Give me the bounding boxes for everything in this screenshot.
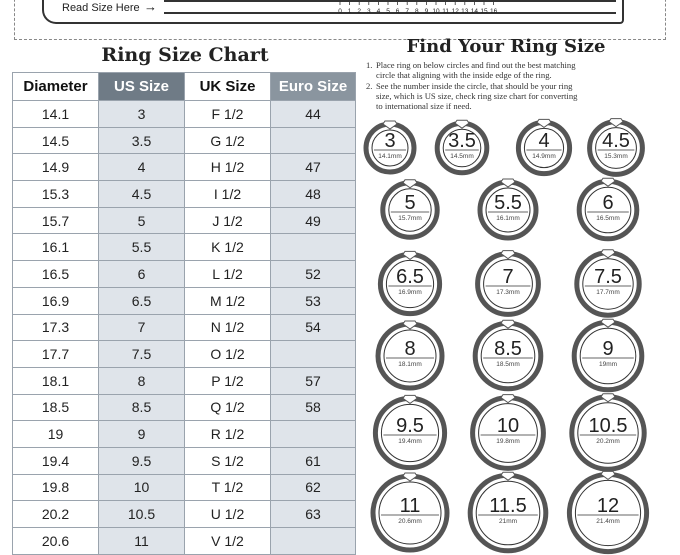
ring-circle: [375, 395, 444, 467]
ring-diameter-label: 17.3mm: [496, 289, 520, 296]
ring-circle: [480, 179, 536, 238]
ring-diameter-label: 17.7mm: [596, 289, 620, 296]
ring-size-number: 7.5: [594, 266, 622, 288]
ruler-number: 4: [376, 8, 381, 15]
ruler-number: 5: [386, 8, 390, 15]
ring-diameter-label: 14.5mm: [450, 153, 474, 160]
ruler-number: 0: [338, 8, 342, 15]
instruction-number: 2.: [366, 81, 373, 91]
uk-size-cell: T 1/2: [185, 474, 271, 501]
instruction-line: Place ring on below circles and find out the best matching: [376, 60, 576, 70]
us-size-cell: 4: [99, 154, 185, 181]
ring-diameter-label: 16.9mm: [398, 289, 422, 296]
chart-title: Ring Size Chart: [101, 44, 269, 66]
us-size-cell: 6: [99, 261, 185, 288]
diamond-icon: [609, 119, 623, 127]
ring-circle: [437, 120, 487, 173]
us-size-cell: 11: [99, 528, 185, 555]
us-size-cell: 4.5: [99, 181, 185, 208]
header-diameter: Diameter: [13, 73, 99, 101]
us-size-cell: 9.5: [99, 447, 185, 474]
us-size-cell: 3: [99, 101, 185, 128]
diameter-cell: 19.8: [13, 474, 99, 501]
diameter-cell: 19.4: [13, 447, 99, 474]
ring-circle: [572, 394, 644, 469]
euro-size-cell: 53: [271, 287, 356, 314]
ruler-number: 16: [489, 8, 498, 15]
euro-size-cell: 61: [271, 447, 356, 474]
ring-diameter-label: 15.7mm: [398, 215, 422, 222]
header-uk-size: UK Size: [185, 73, 271, 101]
us-size-cell: 8: [99, 367, 185, 394]
diamond-icon: [383, 121, 397, 129]
finder-title: Find Your Ring Size: [406, 36, 606, 57]
ring-circle: [473, 395, 544, 469]
diamond-icon: [403, 251, 417, 259]
diamond-icon: [501, 179, 515, 187]
instruction-line: to international size if need.: [376, 101, 472, 111]
uk-size-cell: G 1/2: [185, 127, 271, 154]
ring-circle: [574, 319, 642, 390]
euro-size-cell: 63: [271, 501, 356, 528]
ring-size-number: 4: [538, 130, 550, 152]
ring-size-number: 8: [404, 338, 416, 360]
ring-circle: [518, 119, 569, 173]
uk-size-cell: J 1/2: [185, 207, 271, 234]
diamond-icon: [537, 119, 551, 127]
ring-diameter-label: 21.4mm: [596, 518, 620, 525]
us-size-cell: 10.5: [99, 501, 185, 528]
diamond-icon: [601, 250, 615, 258]
ring-circle: [590, 119, 643, 175]
diameter-cell: 16.5: [13, 261, 99, 288]
uk-size-cell: L 1/2: [185, 261, 271, 288]
ruler-number: 2: [357, 8, 362, 15]
uk-size-cell: K 1/2: [185, 234, 271, 261]
ruler-number: 1: [347, 8, 352, 15]
ring-diameter-label: 19.8mm: [496, 438, 520, 445]
ring-size-number: 6.5: [396, 266, 424, 288]
ring-diameter-label: 16.5mm: [596, 215, 620, 222]
ruler-number: 10: [432, 8, 440, 15]
diameter-cell: 14.1: [13, 101, 99, 128]
euro-size-cell: 44: [271, 101, 356, 128]
ring-size-number: 4.5: [602, 130, 630, 152]
diameter-cell: 14.5: [13, 127, 99, 154]
ring-diameter-label: 18.5mm: [496, 361, 520, 368]
euro-size-cell: 48: [271, 181, 356, 208]
header-us-size: US Size: [99, 73, 185, 101]
uk-size-cell: M 1/2: [185, 287, 271, 314]
uk-size-cell: F 1/2: [185, 101, 271, 128]
ring-diameter-label: 18.1mm: [398, 361, 422, 368]
diamond-icon: [403, 180, 417, 188]
diamond-icon: [455, 120, 469, 128]
diameter-cell: 15.7: [13, 207, 99, 234]
ruler-number: 3: [366, 8, 371, 15]
diamond-icon: [601, 178, 615, 186]
uk-size-cell: V 1/2: [185, 528, 271, 555]
us-size-cell: 5: [99, 207, 185, 234]
ruler-number: 13: [461, 8, 469, 15]
us-size-cell: 7.5: [99, 341, 185, 368]
ring-diameter-label: 16.1mm: [496, 215, 520, 222]
diameter-cell: 16.1: [13, 234, 99, 261]
ring-circle: [373, 473, 447, 550]
diameter-cell: 18.5: [13, 394, 99, 421]
header-euro-size: Euro Size: [271, 73, 356, 101]
diameter-cell: 14.9: [13, 154, 99, 181]
diamond-icon: [501, 395, 515, 403]
ring-size-number: 10: [496, 415, 520, 437]
ruler-number: 11: [442, 8, 449, 15]
ring-circle: [378, 321, 442, 388]
ring-circle: [380, 251, 439, 313]
diamond-icon: [601, 471, 615, 479]
uk-size-cell: I 1/2: [185, 181, 271, 208]
uk-size-cell: Q 1/2: [185, 394, 271, 421]
ring-circle: [577, 250, 639, 315]
uk-size-cell: P 1/2: [185, 367, 271, 394]
uk-size-cell: R 1/2: [185, 421, 271, 448]
diameter-cell: 20.6: [13, 528, 99, 555]
euro-size-cell: 54: [271, 314, 356, 341]
diamond-icon: [601, 394, 615, 402]
uk-size-cell: H 1/2: [185, 154, 271, 181]
ruler-number: 14: [470, 8, 479, 15]
diameter-cell: 15.3: [13, 181, 99, 208]
euro-size-cell: 62: [271, 474, 356, 501]
diamond-icon: [403, 473, 417, 481]
instruction-line: size, which is US size, check ring size chart for converting: [376, 91, 578, 101]
euro-size-cell: 57: [271, 367, 356, 394]
ring-circle: [579, 178, 637, 239]
diamond-icon: [501, 251, 515, 259]
uk-size-cell: N 1/2: [185, 314, 271, 341]
euro-size-cell: 49: [271, 207, 356, 234]
us-size-cell: 5.5: [99, 234, 185, 261]
diamond-icon: [403, 395, 417, 403]
ring-size-number: 3: [384, 130, 396, 152]
read-size-label: Read Size Here: [62, 2, 140, 14]
ring-size-number: 5.5: [494, 192, 522, 214]
instruction-line: See the number inside the circle, that should be your ring: [376, 81, 573, 91]
diameter-cell: 19: [13, 421, 99, 448]
euro-size-cell: 47: [271, 154, 356, 181]
ring-size-number: 5: [404, 192, 416, 214]
ring-circle: [475, 320, 541, 389]
ruler-number: 15: [480, 8, 488, 15]
ring-diameter-label: 20.2mm: [596, 438, 620, 445]
ring-size-number: 9.5: [396, 415, 424, 437]
diameter-cell: 17.7: [13, 341, 99, 368]
ring-circle: [470, 472, 546, 551]
diameter-cell: 17.3: [13, 314, 99, 341]
us-size-cell: 7: [99, 314, 185, 341]
ring-size-number: 11: [399, 495, 421, 517]
ruler-number: 12: [451, 8, 459, 15]
uk-size-cell: O 1/2: [185, 341, 271, 368]
diameter-cell: 18.1: [13, 367, 99, 394]
uk-size-cell: U 1/2: [185, 501, 271, 528]
ring-diameter-label: 14.1mm: [378, 153, 402, 160]
ring-diameter-label: 15.3mm: [604, 153, 628, 160]
diamond-icon: [501, 472, 515, 480]
us-size-cell: 9: [99, 421, 185, 448]
ring-size-number: 11.5: [489, 495, 527, 517]
ring-diameter-label: 14.9mm: [532, 153, 556, 160]
diamond-icon: [601, 319, 615, 327]
us-size-cell: 10: [99, 474, 185, 501]
ring-diameter-label: 21mm: [498, 518, 518, 525]
euro-size-cell: 58: [271, 394, 356, 421]
ring-size-number: 12: [596, 495, 620, 517]
uk-size-cell: S 1/2: [185, 447, 271, 474]
ring-circle: [383, 180, 437, 237]
instruction-number: 1.: [366, 60, 373, 70]
ring-size-number: 10.5: [588, 415, 628, 437]
ring-circle: [569, 471, 646, 551]
ring-circle: [478, 251, 539, 315]
ruler-number: 7: [405, 8, 410, 15]
instruction-line: circle that aligning with the inside edge of the ring.: [376, 70, 552, 80]
ring-size-number: 8.5: [494, 338, 522, 360]
ring-diameter-label: 19mm: [598, 361, 618, 368]
ring-diameter-label: 19.4mm: [398, 438, 422, 445]
euro-size-cell: 52: [271, 261, 356, 288]
diameter-cell: 16.9: [13, 287, 99, 314]
diamond-icon: [403, 321, 417, 329]
arrow-right-icon: →: [144, 0, 157, 14]
ring-size-number: 6: [602, 192, 614, 214]
diameter-cell: 20.2: [13, 501, 99, 528]
ruler-number: 6: [395, 8, 400, 15]
ring-size-number: 3.5: [448, 130, 476, 152]
ring-size-number: 7: [502, 266, 514, 288]
diamond-icon: [501, 320, 515, 328]
us-size-cell: 3.5: [99, 127, 185, 154]
ring-size-number: 9: [602, 338, 614, 360]
ring-circle: [366, 121, 414, 172]
us-size-cell: 8.5: [99, 394, 185, 421]
ring-diameter-label: 20.6mm: [398, 518, 422, 525]
us-size-cell: 6.5: [99, 287, 185, 314]
ruler-number: 9: [424, 8, 429, 15]
ruler-number: 8: [414, 8, 419, 15]
